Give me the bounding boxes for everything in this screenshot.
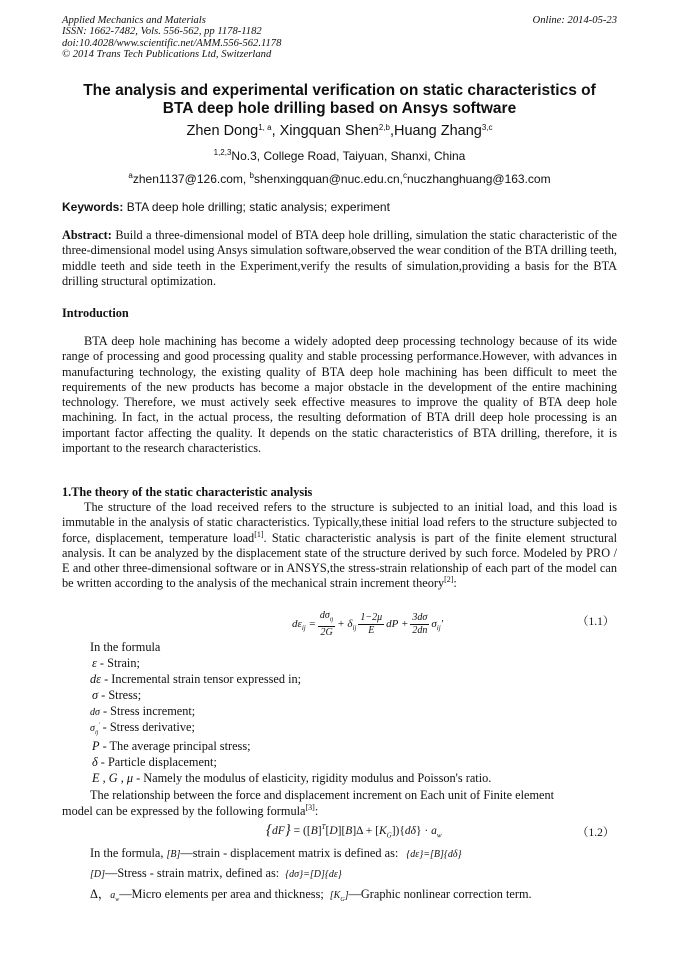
formula-intro: In the formula — [90, 640, 161, 654]
author-affiliation: 1, a — [258, 123, 272, 132]
copyright: © 2014 Trans Tech Publications Ltd, Switzerland — [62, 49, 272, 61]
introduction-paragraph: BTA deep hole machining has become a widely adopted deep processing technology because of its wide range of processing and good processing quality and stable processing performance.However, with advances in manufacturing technology, the existing quality of BTA deep hole machining has been difficult to meet the requirements of the new products has become a major obstacle in the development of the entire machining technology. Therefore, we must actively seek effective measures to improve the quality of BTA deep hole machining. In fact, in the actual process, the resulting deformation of BTA drill deep hole processing is an important factor affecting the quality. It depends on the static characteristics of BTA drilling, therefore, it is important to the research characteristics. — [62, 334, 617, 456]
equation-1-1: $d\varepsilon_{ij}$ = $\frac{d\sigma_{ij}}{2G}$ + $\delta_{ij}$ $\frac{1-2\mu}{E}$ dP + $\frac{3d\sigma}{2dn}$ $\sigma_{ij}'$ — [292, 610, 444, 638]
abstract: Abstract: Build a three-dimensional model of BTA deep hole drilling, simulation the static characteristic of the three-dimensional model using Ansys simulation software,observed the wear condition of the BTA drilling teeth, middle teeth and side teeth in the Experiment,verify the results of simulation,providing a basis for the BTA drilling structural optimization. — [62, 228, 617, 289]
doi: doi:10.4028/www.scientific.net/AMM.556-562.1178 — [62, 37, 282, 49]
citation[interactable]: [3] — [305, 803, 315, 812]
equation-number: （1.2） — [577, 827, 615, 839]
symbol-definition: δ - Particle displacement; — [92, 755, 217, 769]
equation-1-2: $\{dF\} = ([B]^T[D][B]\Delta + [K_G])\{d\delta\} \cdot a_w$ — [266, 822, 442, 840]
journal-name: Applied Mechanics and Materials — [62, 15, 206, 26]
email-link[interactable]: nuczhanghuang@163.com — [406, 172, 551, 186]
symbol-definition: E , G , μ - Namely the modulus of elasticity, rigidity modulus and Poisson's ratio. — [92, 771, 492, 785]
email-link[interactable]: shenxingquan@nuc.edu.cn, — [254, 172, 403, 186]
symbol-definition: ε - Strain; — [92, 656, 140, 670]
symbol-definition: σ - Stress; — [92, 688, 142, 702]
keywords: Keywords: BTA deep hole drilling; static analysis; experiment — [62, 200, 390, 214]
author-emails: $^a$zhen1137@126.com, $^b$shenxingquan@nuc.edu.cn,$^c$nuczhanghuang@163.com — [128, 171, 551, 186]
author-name: , Xingquan Shen — [271, 123, 379, 139]
section-1-paragraph: The structure of the load received refers to the structure is subjected to an initial load, and this load is immutable in the analysis of static characteristics. Typically,these initial load refers to the structure subjected to force, displacement, temperature load[1]. Static characteristic analysis is part of the finite element structural analysis. It can be analyzed by the displacement state of the structure derived by such force. Modeled by PRO / E and other three-dimensional software or in ANSYS,the stress-strain relationship of each part of the model can be written according to the analysis of the mechanical strain increment theory[2]: — [62, 500, 618, 591]
title-line-2: BTA deep hole drilling based on Ansys software — [162, 100, 517, 117]
author-affiliation: 3,c — [481, 123, 493, 132]
email-link[interactable]: zhen1137@126.com, — [132, 172, 250, 186]
author-list — [62, 122, 617, 140]
author-name: ,Huang Zhang — [389, 123, 482, 139]
section-heading-1: 1.The theory of the static characteristic analysis — [62, 485, 313, 499]
matrix-definition-B: In the formula, [B]—strain - displacement matrix is defined as: {dε}=[B]{dδ} — [90, 846, 462, 860]
journal-header — [62, 15, 617, 61]
relationship-line-1: The relationship between the force and displacement increment on Each unit of Finite element — [90, 788, 555, 802]
author-affiliation: 2,b — [378, 123, 390, 132]
relationship-line-2: model can be expressed by the following formula[3]: — [62, 803, 319, 818]
affiliation-address: $^{1,2,3}$No.3, College Road, Taiyuan, Shanxi, China — [213, 148, 466, 163]
equation-number: （1.1） — [577, 616, 615, 628]
issn: ISSN: 1662-7482, Vols. 556-562, pp 1178-1182 — [62, 26, 262, 38]
online-date: Online: 2014-05-23 — [532, 15, 617, 26]
symbol-definition: P - The average principal stress; — [92, 739, 251, 753]
paper-title — [62, 82, 617, 118]
citation[interactable]: [1] — [254, 529, 264, 539]
title-line-1: The analysis and experimental verification on static characteristics of — [83, 82, 596, 99]
author-name: Zhen Dong — [186, 123, 259, 139]
section-heading-introduction: Introduction — [62, 306, 129, 320]
micro-element-definition: Δ，$a_w—Micro$ elements per area and thickness; $[K_G]—Graphic$ nonlinear correction term. — [90, 887, 532, 903]
symbol-definition: $\sigma_{ij}'$ - Stress derivative; — [90, 720, 195, 736]
citation[interactable]: [2] — [444, 575, 454, 585]
symbol-definition: dε - Incremental strain tensor expressed in; — [90, 672, 302, 686]
matrix-definition-D: [D]—Stress - strain matrix, defined as: {dσ}=[D]{dε} — [90, 866, 342, 880]
symbol-definition: dσ - Stress increment; — [90, 704, 196, 718]
